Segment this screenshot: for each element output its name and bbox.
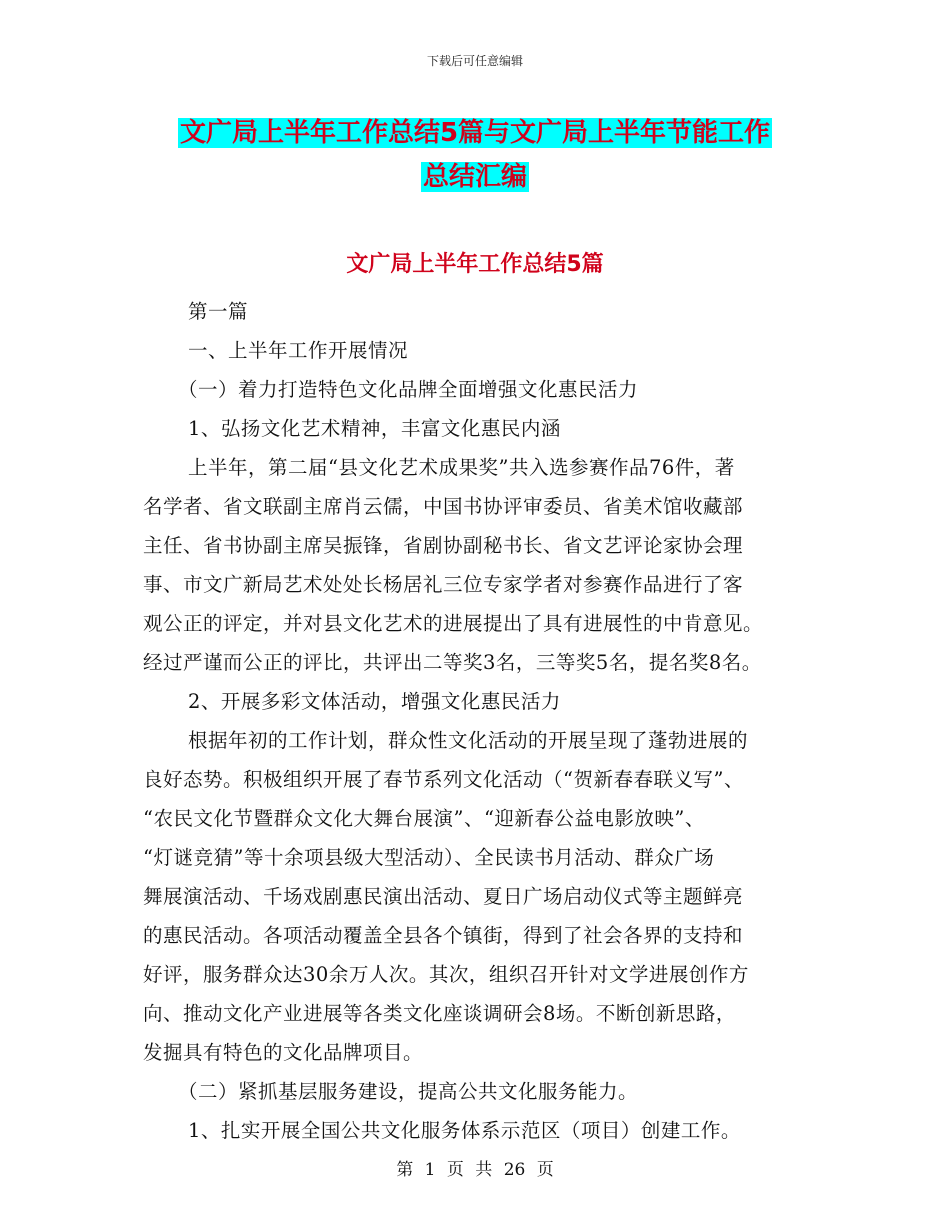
paragraph-line: “农民文化节暨群众文化大舞台展演”、“迎新春公益电影放映”、	[143, 807, 705, 830]
paragraph-line: 的惠民活动。各项活动覆盖全县各个镇街，得到了社会各界的支持和	[143, 924, 744, 947]
paragraph-line: 第一篇	[188, 300, 249, 323]
paragraph-line: 上半年，第二届“县文化艺术成果奖”共入选参赛作品76件，著	[188, 456, 735, 479]
document-title-line-1: 文广局上半年工作总结5篇与文广局上半年节能工作	[179, 118, 771, 148]
paragraph-line: （一）着力打造特色文化品牌全面增强文化惠民活力	[178, 378, 639, 401]
paragraph-line: 主任、省书协副主席吴振锋，省剧协副秘书长、省文艺评论家协会理	[143, 534, 744, 557]
paragraph-line: 1、弘扬文化艺术精神，丰富文化惠民内涵	[188, 417, 561, 440]
paragraph-line: 一、上半年工作开展情况	[188, 339, 409, 362]
paragraph-line: 观公正的评定，并对县文化艺术的进展提出了具有进展性的中肯意见。	[143, 612, 764, 635]
paragraph-line: 良好态势。积极组织开展了春节系列文化活动（“贺新春春联义写”、	[143, 768, 744, 791]
paragraph-line: “灯谜竞猜”等十余项县级大型活动）、全民读书月活动、群众广场	[143, 846, 715, 869]
paragraph-line: 事、市文广新局艺术处处长杨居礼三位专家学者对参赛作品进行了客	[143, 573, 744, 596]
page-footer: 第 1 页 共 26 页	[396, 1160, 554, 1180]
document-body	[143, 292, 833, 1150]
paragraph-line: 经过严谨而公正的评比，共评出二等奖3名，三等奖5名，提名奖8名。	[143, 651, 762, 674]
paragraph-line: 1、扎实开展全国公共文化服务体系示范区（项目）创建工作。	[188, 1119, 741, 1142]
paragraph-line: 好评，服务群众达30余万人次。其次，组织召开针对文学进展创作方	[143, 963, 749, 986]
page-header: 下载后可任意编辑	[426, 54, 523, 68]
document-title-line-2: 总结汇编	[422, 162, 527, 192]
paragraph-line: 发掘具有特色的文化品牌项目。	[143, 1041, 424, 1064]
section-title: 文广局上半年工作总结5篇	[346, 252, 604, 277]
paragraph-line: 2、开展多彩文体活动，增强文化惠民活力	[188, 690, 561, 713]
paragraph-line: 名学者、省文联副主席肖云儒，中国书协评审委员、省美术馆收藏部	[143, 495, 744, 518]
paragraph-line: （二）紧抓基层服务建设，提高公共文化服务能力。	[178, 1080, 639, 1103]
paragraph-line: 向、推动文化产业进展等各类文化座谈调研会8场。不断创新思路，	[143, 1002, 736, 1025]
paragraph-line: 根据年初的工作计划，群众性文化活动的开展呈现了蓬勃进展的	[188, 729, 749, 752]
paragraph-line: 舞展演活动、千场戏剧惠民演出活动、夏日广场启动仪式等主题鲜亮	[143, 885, 744, 908]
